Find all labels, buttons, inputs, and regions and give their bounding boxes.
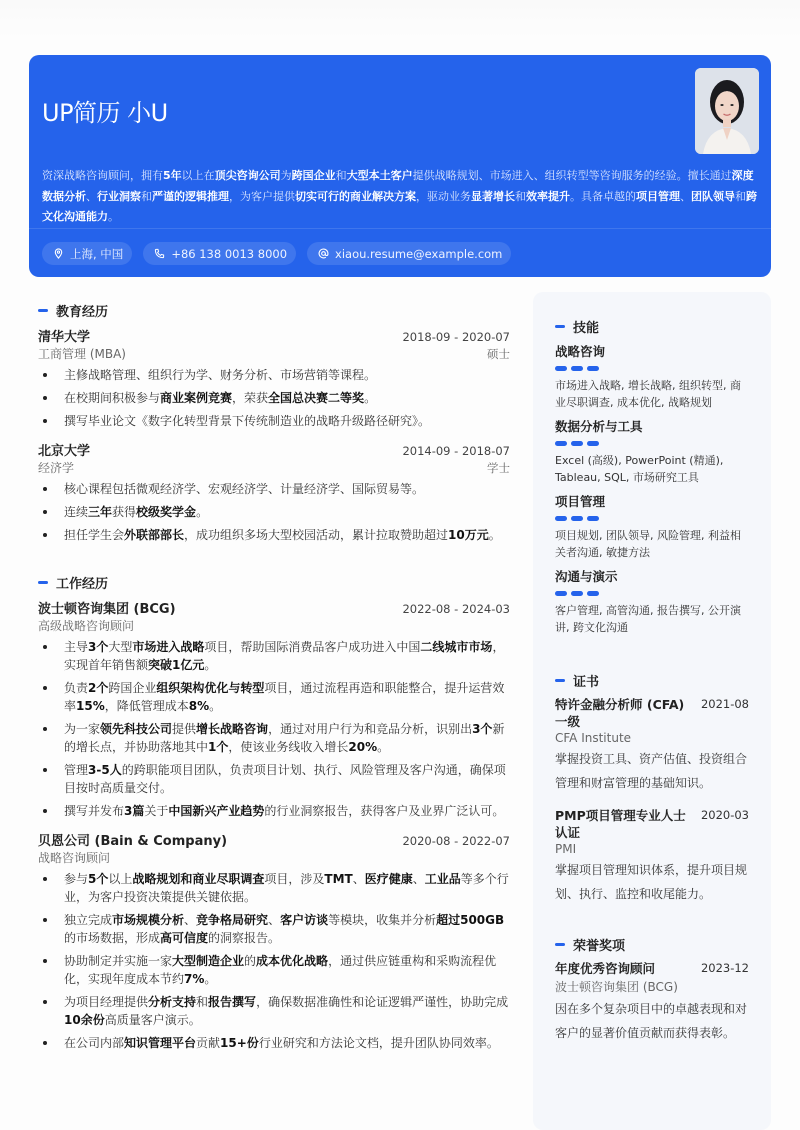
award-name: 年度优秀咨询顾问 xyxy=(555,961,656,976)
bullet-item: 参与5个以上战略规划和商业尽职调查项目，涉及TMT、医疗健康、工业品等多个行业，为客户投资决策提供关键依据。 xyxy=(38,870,510,906)
certificate-issuer: PMI xyxy=(555,842,577,856)
award-issuer: 波士顿咨询集团 (BCG) xyxy=(555,980,678,994)
level-dot xyxy=(555,441,567,446)
email-text: xiaou.resume@example.com xyxy=(335,246,503,261)
level-dot xyxy=(555,591,567,596)
bullet-list xyxy=(38,480,510,544)
work-list xyxy=(38,598,510,1052)
section-marker xyxy=(555,325,565,328)
skill-description: 市场进入战略, 增长战略, 组织转型, 商业尽职调查, 成本优化, 战略规划 xyxy=(555,379,741,409)
skill-name: 战略咨询 xyxy=(555,344,606,359)
bullet-item: 负责2个跨国企业组织架构优化与转型项目，通过流程再造和职能整合，提升运营效率15%，降低管理成本8%。 xyxy=(38,679,510,715)
skill-description: 客户管理, 高管沟通, 报告撰写, 公开演讲, 跨文化沟通 xyxy=(555,604,741,634)
certificate-name: 特许金融分析师 (CFA) 一级 xyxy=(555,697,685,729)
certificates-section-title: 证书 xyxy=(555,670,749,690)
skill-name: 项目管理 xyxy=(555,494,606,509)
level-dot xyxy=(571,516,583,521)
education-subtitle: 工商管理 (MBA) xyxy=(38,347,126,361)
entry-sub-row xyxy=(38,345,510,362)
work-entry xyxy=(38,598,510,820)
section-marker xyxy=(38,581,48,584)
certificate-issuer: CFA Institute xyxy=(555,731,632,745)
page-top-fade xyxy=(0,0,800,40)
certificate-header-row xyxy=(555,696,749,730)
entry-sub-row xyxy=(38,459,510,476)
education-section-title: 教育经历 xyxy=(38,300,510,320)
education-title: 北京大学 xyxy=(38,444,91,459)
award-description: 因在多个复杂项目中的卓越表现和对客户的显著价值贡献而获得表彰。 xyxy=(555,1002,748,1040)
contact-location xyxy=(42,242,132,265)
skill-level-indicator xyxy=(555,516,749,521)
level-dot xyxy=(571,591,583,596)
header-divider xyxy=(29,228,771,229)
skill-level-indicator xyxy=(555,366,749,371)
certificate-header-row xyxy=(555,807,749,841)
bullet-list xyxy=(38,366,510,430)
certificate-date: 2021-08 xyxy=(700,697,749,711)
bullet-item: 为项目经理提供分析支持和报告撰写，确保数据准确性和论证逻辑严谨性，协助完成10余份高质量客户演示。 xyxy=(38,993,510,1029)
phone-icon xyxy=(154,248,165,259)
skill-description: Excel (高级), PowerPoint (精通), Tableau, SQL, 市场研究工具 xyxy=(555,454,724,484)
entry-sub-row xyxy=(38,617,510,634)
bullet-list xyxy=(38,870,510,1052)
at-sign-icon xyxy=(318,248,329,259)
education-entry xyxy=(38,326,510,430)
certificate-description: 掌握投资工具、资产估值、投资组合管理和财富管理的基础知识。 xyxy=(555,752,748,790)
education-list xyxy=(38,326,510,544)
skill-level-indicator xyxy=(555,591,749,596)
entry-dates: 2014-09 - 2018-07 xyxy=(402,444,510,458)
entry-dates: 2018-09 - 2020-07 xyxy=(402,330,510,344)
section-marker xyxy=(555,943,565,946)
certificate-item xyxy=(555,807,749,906)
award-item xyxy=(555,960,749,1045)
bullet-item: 在校期间积极参与商业案例竞赛，荣获全国总决赛二等奖。 xyxy=(38,389,510,407)
education-title: 清华大学 xyxy=(38,330,91,345)
candidate-name: UP简历 小U xyxy=(42,99,168,127)
contact-phone[interactable] xyxy=(143,242,296,265)
sidebar xyxy=(533,292,771,1130)
level-dot xyxy=(571,441,583,446)
skill-name: 沟通与演示 xyxy=(555,569,618,584)
bullet-item: 独立完成市场规模分析、竞争格局研究、客户访谈等模块，收集并分析超过500GB的市场数据，形成高可信度的洞察报告。 xyxy=(38,911,510,947)
bullet-item: 核心课程包括微观经济学、宏观经济学、计量经济学、国际贸易等。 xyxy=(38,480,510,498)
section-marker xyxy=(555,679,565,682)
skills-section-title: 技能 xyxy=(555,316,749,336)
work-section-title: 工作经历 xyxy=(38,572,510,592)
bullet-item: 为一家领先科技公司提供增长战略咨询，通过对用户行为和竞品分析，识别出3个新的增长点，并协助落地其中1个，使该业务线收入增长20%。 xyxy=(38,720,510,756)
entry-dates: 2022-08 - 2024-03 xyxy=(402,602,510,616)
section-marker xyxy=(38,309,48,312)
education-entry xyxy=(38,440,510,544)
awards-list xyxy=(555,960,749,1045)
certificates-list xyxy=(555,696,749,906)
profile-summary: 资深战略咨询顾问，拥有5年以上在顶尖咨询公司为跨国企业和大型本土客户提供战略规划、市场进入、组织转型等咨询服务的经验。擅长通过深度数据分析、行业洞察和严谨的逻辑推理，为客户提供切实可行的商业解决方案，驱动业务显著增长和效率提升。具备卓越的项目管理、团队领导和跨文化沟通能力。 xyxy=(42,169,757,223)
degree-label: 硕士 xyxy=(487,347,510,361)
certificate-date: 2020-03 xyxy=(700,808,749,822)
awards-section-title: 荣誉奖项 xyxy=(555,934,749,954)
work-entry xyxy=(38,830,510,1052)
resume-header xyxy=(29,55,771,277)
main-column xyxy=(38,300,510,1057)
bullet-item: 担任学生会外联部部长，成功组织多场大型校园活动，累计拉取赞助超过10万元。 xyxy=(38,526,510,544)
skill-level-indicator xyxy=(555,441,749,446)
level-dot xyxy=(555,516,567,521)
degree-label: 学士 xyxy=(487,461,510,475)
award-date: 2023-12 xyxy=(700,961,749,975)
bullet-item: 撰写毕业论文《数字化转型背景下传统制造业的战略升级路径研究》。 xyxy=(38,412,510,430)
work-title: 贝恩公司 (Bain & Company) xyxy=(38,834,228,849)
contact-email[interactable] xyxy=(307,242,511,265)
profile-photo xyxy=(695,68,759,154)
education-subtitle: 经济学 xyxy=(38,461,75,475)
level-dot xyxy=(587,441,599,446)
contact-list xyxy=(42,242,511,265)
entry-sub-row xyxy=(38,849,510,866)
entry-header-row xyxy=(38,598,510,617)
bullet-item: 协助制定并实施一家大型制造企业的成本优化战略，通过供应链重构和采购流程优化，实现年度成本节约7%。 xyxy=(38,952,510,988)
entry-dates: 2020-08 - 2022-07 xyxy=(402,834,510,848)
skill-name: 数据分析与工具 xyxy=(555,419,643,434)
certificate-name: PMP项目管理专业人士认证 xyxy=(555,808,686,840)
skills-list xyxy=(555,342,749,636)
level-dot xyxy=(587,366,599,371)
entry-header-row xyxy=(38,440,510,459)
level-dot xyxy=(571,366,583,371)
bullet-list xyxy=(38,638,510,820)
bullet-item: 主导3个大型市场进入战略项目，帮助国际消费品客户成功进入中国二线城市市场，实现首年销售额突破1亿元。 xyxy=(38,638,510,674)
level-dot xyxy=(587,516,599,521)
bullet-item: 撰写并发布3篇关于中国新兴产业趋势的行业洞察报告，获得客户及业界广泛认可。 xyxy=(38,802,510,820)
phone-text: +86 138 0013 8000 xyxy=(171,246,288,261)
level-dot xyxy=(555,366,567,371)
bullet-item: 连续三年获得校级奖学金。 xyxy=(38,503,510,521)
work-subtitle: 高级战略咨询顾问 xyxy=(38,619,135,633)
location-pin-icon xyxy=(53,248,64,259)
bullet-item: 管理3-5人的跨职能项目团队，负责项目计划、执行、风险管理及客户沟通，确保项目按时高质量交付。 xyxy=(38,761,510,797)
bullet-item: 在公司内部知识管理平台贡献15+份行业研究和方法论文档，提升团队协同效率。 xyxy=(38,1034,510,1052)
location-text: 上海, 中国 xyxy=(70,246,124,261)
certificate-item xyxy=(555,696,749,795)
certificate-description: 掌握项目管理知识体系，提升项目规划、执行、监控和收尾能力。 xyxy=(555,863,748,901)
skill-description: 项目规划, 团队领导, 风险管理, 利益相关者沟通, 敏捷方法 xyxy=(555,529,741,559)
entry-header-row xyxy=(38,830,510,849)
award-header-row xyxy=(555,960,749,977)
entry-header-row xyxy=(38,326,510,345)
work-subtitle: 战略咨询顾问 xyxy=(38,851,111,865)
bullet-item: 主修战略管理、组织行为学、财务分析、市场营销等课程。 xyxy=(38,366,510,384)
level-dot xyxy=(587,591,599,596)
work-title: 波士顿咨询集团 (BCG) xyxy=(38,602,176,617)
